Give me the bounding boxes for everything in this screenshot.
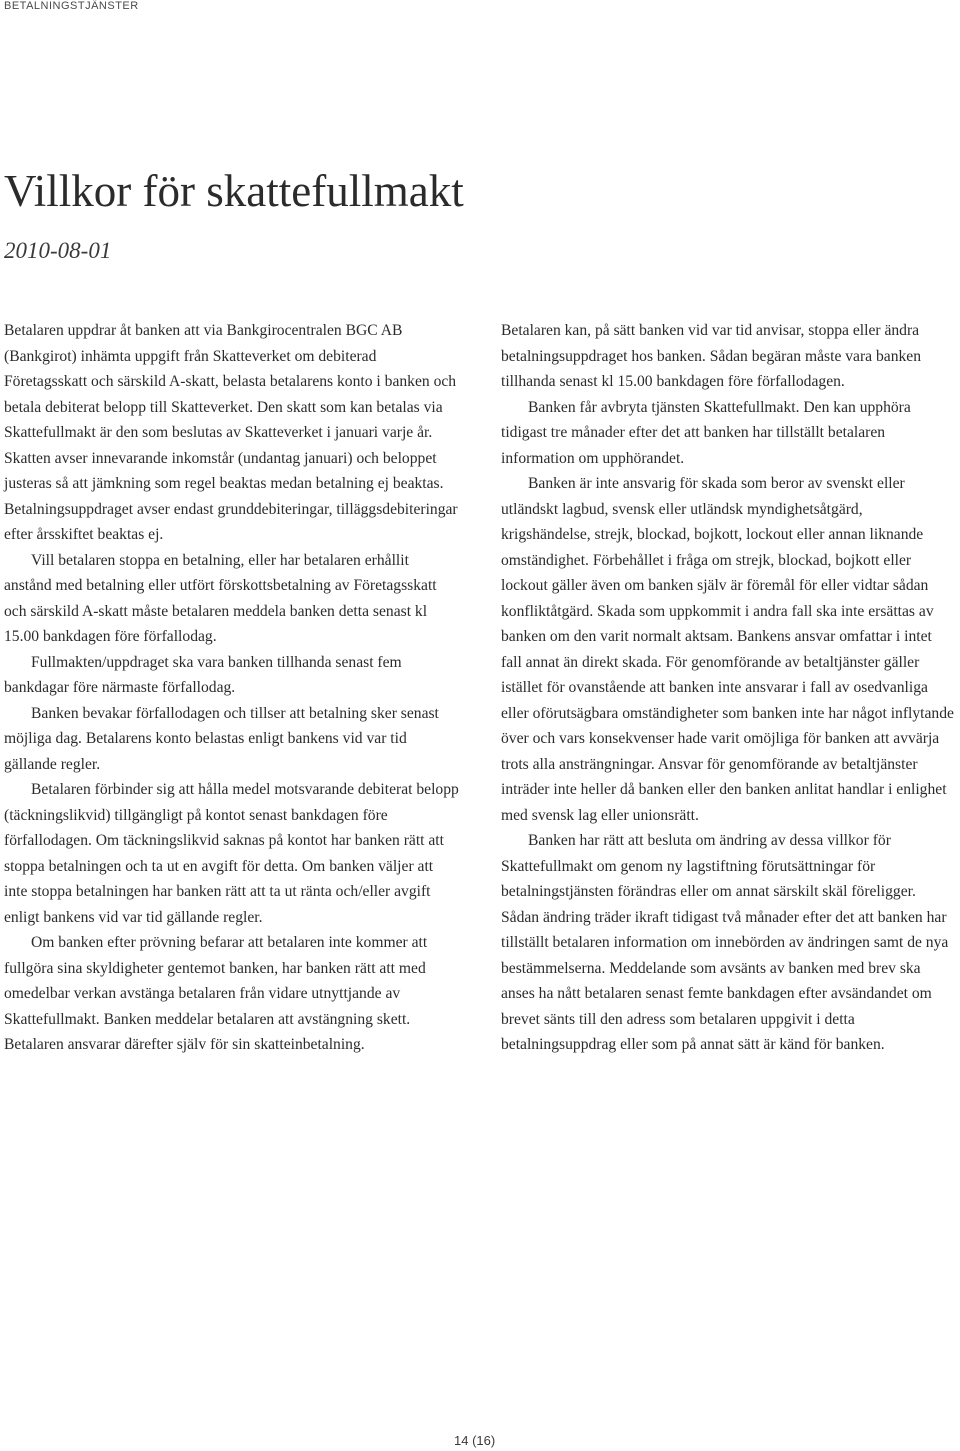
paragraph: Banken bevakar förfallodagen och tillser att betalning sker senast möjliga dag. Betalarens konto belastas enligt bankens vid var tid gällande regler. (4, 704, 439, 773)
right-text-column (501, 318, 956, 1058)
document-title: Villkor för skattefullmakt (4, 166, 464, 216)
paragraph: Om banken efter prövning befarar att betalaren inte kommer att fullgöra sina skyldigheter gentemot banken, har banken rätt att med omedelbar verkan avstänga betalaren från vidare utnyttjande av Skattefullmakt. Banken meddelar betalaren att avstängning skett. Betalaren ansvarar därefter själv för sin skatteinbetalning. (4, 934, 428, 1053)
document-date: 2010-08-01 (4, 238, 112, 263)
page-number: 14 (16) (454, 1433, 496, 1448)
paragraph: Fullmakten/uppdraget ska vara banken tillhanda senast fem bankdagar före närmaste förfallodag. (4, 653, 402, 696)
section-label: BETALNINGSTJÄNSTER (4, 0, 139, 12)
paragraph: Banken får avbryta tjänsten Skattefullmakt. Den kan upphöra tidigast tre månader efter det att banken har tillställt betalaren information om upphörandet. (501, 398, 911, 467)
paragraph: Vill betalaren stoppa en betalning, eller har betalaren erhållit anstånd med betalning eller utfört förskottsbetalning av Företagsskatt och särskild A-skatt måste betalaren meddela banken detta senast kl 15.00 bankdagen före förfallodag. (4, 551, 437, 645)
paragraph: Betalaren förbinder sig att hålla medel motsvarande debiterat belopp (täckningslikvid) tillgängligt på kontot senast bankdagen före förfallodagen. Om täckningslikvid saknas på kontot har banken rätt att stoppa betalningen och ta ut en avgift för detta. Om banken väljer att inte stoppa betalningen har banken rätt att ta ut ränta och/eller avgift enligt bankens vid var tid gällande regler. (4, 781, 459, 926)
paragraph: Betalaren kan, på sätt banken vid var tid anvisar, stoppa eller ändra betalningsuppdraget hos banken. Sådan begäran måste vara banken tillhanda senast kl 15.00 bankdagen före förfallodagen. (501, 322, 922, 390)
left-text-column (4, 318, 459, 1058)
paragraph: Betalaren uppdrar åt banken att via Bankgirocentralen BGC AB (Bankgirot) inhämta uppgift från Skatteverket om debiterad Företagsskatt och särskild A-skatt, belasta betalarens konto i banken och betala debiterat belopp till Skatteverket. Den skatt som kan betalas via Skattefullmakt är den som beslutas av Skatteverket i januari varje år. Skatten avser innevarande inkomstår (undantag januari) och beloppet justeras så att jämkning som regel beaktas medan betalning ej beaktas. Betalningsuppdraget avser endast grunddebiteringar, tilläggsdebiteringar efter årsskiftet beaktas ej. (4, 322, 458, 543)
paragraph: Banken är inte ansvarig för skada som beror av svenskt eller utländskt lagbud, svensk eller utländsk myndighetsåtgärd, krigshändelse, strejk, blockad, bojkott, lockout eller annan liknande omständighet. Förbehållet i fråga om strejk, blockad, bojkott eller lockout gäller även om banken själv är föremål för eller vidtar sådan konfliktåtgärd. Skada som uppkommit i andra fall ska inte ersättas av banken om den varit normalt aktsam. Bankens ansvar omfattar i intet fall annat än direkt skada. För genomförande av betaltjänster gäller istället för ovanstående att banken inte ansvarar i fall av osedvanliga eller oförutsägbara omständigheter som banken inte har något inflytande över och vars konsekvenser hade varit omöjliga för banken att avvärja trots alla ansträngningar. Ansvar för genomförande av betaltjänster inträder inte heller då banken eller den banken anlitat handlar i enlighet med svensk lag eller unionsrätt. (501, 475, 954, 824)
paragraph: Banken har rätt att besluta om ändring av dessa villkor för Skattefullmakt om genom ny lagstiftning förutsättningar för betalningstjänsten förändras eller om annat särskilt skäl föreligger. Sådan ändring träder ikraft tidigast två månader efter det att banken har tillställt betalaren information om innebörden av ändringen samt de nya bestämmelserna. Meddelande som avsänts av banken med brev ska anses ha nått betalaren senast femte bankdagen efter avsändandet om brevet sänts till den adress som betalaren uppgivit i detta betalningsuppdrag eller som på annat sätt är känd för banken. (501, 832, 949, 1053)
